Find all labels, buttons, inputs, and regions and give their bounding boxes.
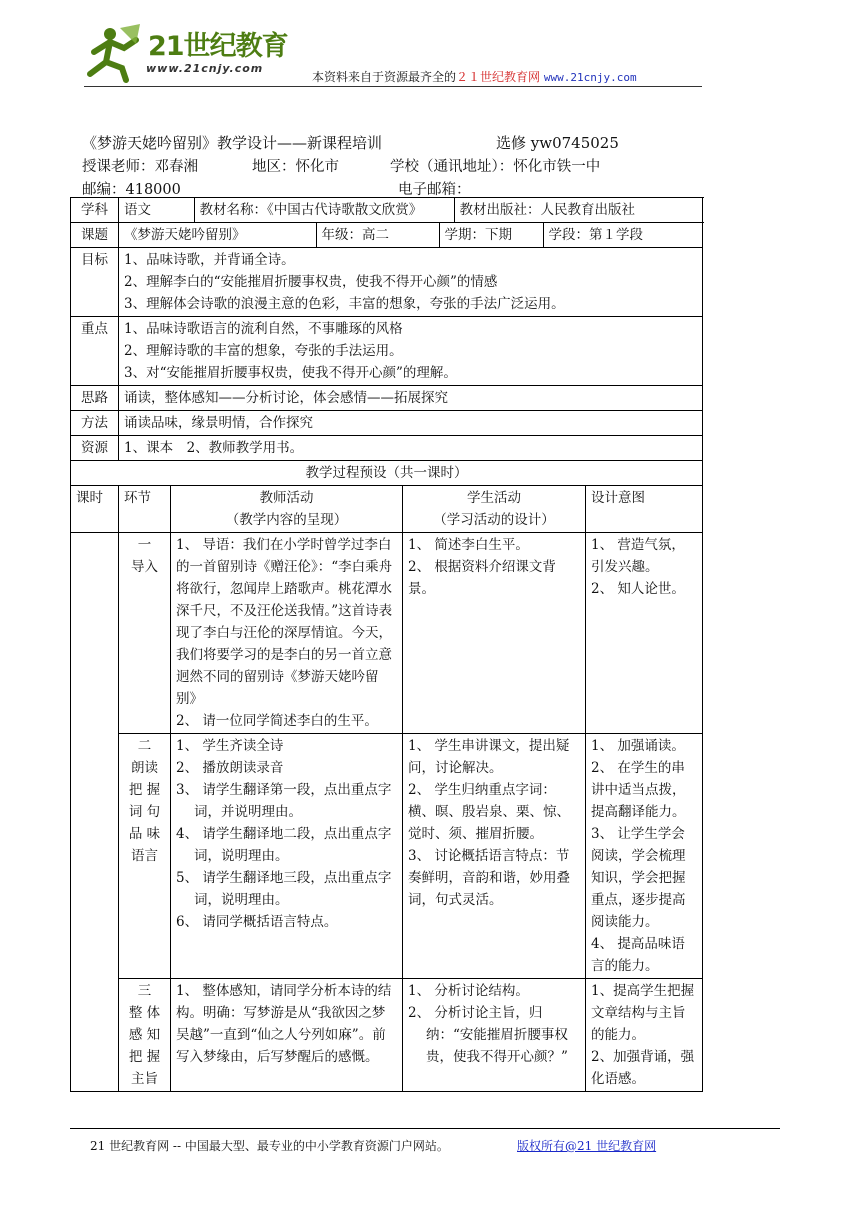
logo-text: 21世纪教育 [148,31,288,62]
topic-value: 《梦游天姥吟留别》 [119,223,316,247]
stage-name-line: 一 [137,537,152,553]
goal-item: 2、理解李白的“安能摧眉折腰事权贵，使我不得开心颜”的情感 [124,274,498,290]
table-row [71,198,703,223]
banner-site: ２１世纪教育网 [456,70,541,84]
activity-item: 1、 简述李白生平。 [408,537,529,553]
stage-name [119,533,171,734]
student-activity [403,734,586,979]
activity-item: 3、 请学生翻译第一段，点出重点字词，并说明理由。 [176,782,392,820]
student-activity [403,533,586,734]
intent-item: 1、提高学生把握文章结构与主旨的能力。 [591,983,695,1043]
teacher-name: 授课老师：邓春湘 [82,159,198,175]
stage-name-line: 把 握 [128,1049,161,1065]
subject-value: 语文 [119,198,194,222]
subject-label: 学科 [71,198,119,223]
activity-item: 1、 学生齐读全诗 [176,738,284,754]
stage-row [71,979,703,1092]
process-title: 教学过程预设（共一课时） [71,461,703,486]
col-header-student-title: 学生活动 [467,490,521,506]
design-intent [586,533,703,734]
teacher-activity [171,734,403,979]
stage-name-line: 朗读 [131,760,158,776]
design-intent [586,734,703,979]
activity-item: 2、 播放朗读录音 [176,760,284,776]
segment: 学段：第１学段 [548,227,643,243]
col-header-student-sub: （学习活动的设计） [433,512,555,528]
footer-divider [70,1128,780,1129]
document-title: 《梦游天姥吟留别》教学设计——新课程培训 [82,134,383,152]
col-header-teacher-sub: （教学内容的呈现） [225,512,348,528]
intent-item: 1、 营造气氛，引发兴趣。 [591,537,685,575]
activity-item: 1、 分析讨论结构。 [408,983,529,999]
postcode: 邮编：418000 [82,182,181,198]
focus-cell [119,317,703,386]
stage-name [119,979,171,1092]
col-header-student [403,486,586,533]
focus-item: 1、品味诗歌语言的流利自然，不事雕琢的风格 [124,321,403,337]
method-label: 方法 [71,411,119,436]
focus-label: 重点 [71,317,119,386]
table-row [71,317,703,386]
col-header-teacher [171,486,403,533]
goals-cell [119,248,703,317]
activity-item: 2、 学生归纳重点字词：横、暝、殷岩泉、栗、惊、觉时、须、摧眉折腰。 [408,782,570,842]
stage-name-line: 二 [137,738,152,754]
resource-label: 资源 [71,436,119,461]
approach-label: 思路 [71,386,119,411]
stage-name [119,734,171,979]
stage-row [71,734,703,979]
school: 学校（通讯地址）：怀化市铁一中 [390,159,601,175]
goal-item: 3、理解体会诗歌的浪漫主意的色彩，丰富的想象，夸张的手法广泛运用。 [124,296,565,312]
term: 学期：下期 [439,223,543,247]
focus-item: 2、理解诗歌的丰富的想象，夸张的手法运用。 [124,343,403,359]
activity-item: 2、 根据资料介绍课文背景。 [408,559,556,597]
footer-text: 21 世纪教育网 -- 中国最大型、最专业的中小学教育资源门户网站。 [90,1139,449,1153]
teacher-activity [171,533,403,734]
activity-item: 3、 讨论概括语言特点：节奏鲜明，音韵和谐，妙用叠词，句式灵活。 [408,848,570,908]
col-header-stage: 环节 [119,486,171,533]
intent-item: 2、加强背诵，强化语感。 [591,1049,695,1087]
source-banner [312,68,637,85]
goals-label: 目标 [71,248,119,317]
activity-item: 4、 请学生翻译地二段，点出重点字词，说明理由。 [176,826,392,864]
focus-item: 3、对“安能摧眉折腰事权贵，使我不得开心颜”的理解。 [124,365,457,381]
activity-item: 1、 整体感知，请同学分析本诗的结构。明确：写梦游是从“我欲因之梦吴越”一直到“仙之人兮列如麻”。前写入梦缘由，后写梦醒后的感慨。 [176,983,392,1065]
resource-value: 1、课本 2、教师教学用书。 [119,436,703,461]
activity-item: 2、 分析讨论主旨，归纳：“安能摧眉折腰事权贵，使我不得开心颜？” [408,1005,568,1065]
intent-item: 3、 让学生学会阅读，学会梳理知识，学会把握重点，逐步提高阅读能力。 [591,826,686,930]
intent-item: 4、 提高品味语言的能力。 [591,936,685,974]
table-row [71,248,703,317]
grade: 年级：高二 [316,223,439,247]
banner-url-link[interactable]: www.21cnjy.com [543,71,637,84]
period-cell [71,533,119,1092]
stage-name-line: 词 句 [128,804,161,820]
intent-item: 2、 知人论世。 [591,581,685,597]
table-row [71,411,703,436]
stage-name-line: 语言 [131,848,158,864]
stage-name-line: 感 知 [128,1027,161,1043]
col-header-teacher-title: 教师活动 [259,490,314,506]
stage-name-line: 主旨 [131,1071,158,1087]
student-activity [403,979,586,1092]
publisher: 教材出版社：人民教育出版社 [459,202,635,218]
stage-name-line: 三 [137,983,152,999]
header-divider [84,86,702,87]
approach-value: 诵读，整体感知——分析讨论，体会感情——拓展探究 [119,386,703,411]
goal-item: 1、品味诗歌，并背诵全诗。 [124,252,295,268]
intent-item: 1、 加强诵读。 [591,738,685,754]
activity-item: 2、 请一位同学简述李白的生平。 [176,713,378,729]
running-figure-icon [80,22,150,84]
logo-url: www.21cnjy.com [146,62,264,75]
method-value: 诵读品味，缘景明情，合作探究 [119,411,703,436]
activity-item: 6、 请同学概括语言特点。 [176,914,338,930]
activity-item: 5、 请学生翻译地三段，点出重点字词，说明理由。 [176,870,392,908]
col-header-intent: 设计意图 [586,486,703,533]
email: 电子邮箱： [398,182,471,198]
intent-item: 2、 在学生的串讲中适当点拨，提高翻译能力。 [591,760,686,820]
stage-name-line: 把 握 [128,782,161,798]
design-intent [586,979,703,1092]
region: 地区：怀化市 [252,159,339,175]
stage-row [71,533,703,734]
activity-item: 1、 导语：我们在小学时曾学过李白的一首留别诗《赠汪伦》：“李白乘舟将欲行，忽闻岸上踏歌声。桃花潭水深千尺，不及汪伦送我情。”这首诗表现了李白与汪伦的深厚情谊。今天，我们将要学习的是李白的另一首立意迥然不同的留别诗《梦游天姥吟留别》 [176,537,393,707]
stage-name-line: 整 体 [128,1005,161,1021]
lesson-plan-table [70,197,703,1092]
table-row [71,386,703,411]
stage-name-line: 品 味 [128,826,161,842]
course-code: 选修 yw0745025 [496,134,619,152]
col-header-period: 课时 [71,486,119,533]
copyright-link[interactable]: 版权所有@21 世纪教育网 [517,1139,657,1153]
textbook-name: 教材名称：《中国古代诗歌散文欣赏》 [194,198,454,222]
teacher-activity [171,979,403,1092]
activity-item: 1、 学生串讲课文，提出疑问，讨论解决。 [408,738,570,776]
topic-label: 课题 [71,223,119,248]
banner-prefix: 本资料来自于资源最齐全的 [312,70,457,84]
table-row [71,436,703,461]
column-header-row [71,486,703,533]
table-row [71,461,703,486]
table-row [71,223,703,248]
stage-name-line: 导入 [131,559,158,575]
